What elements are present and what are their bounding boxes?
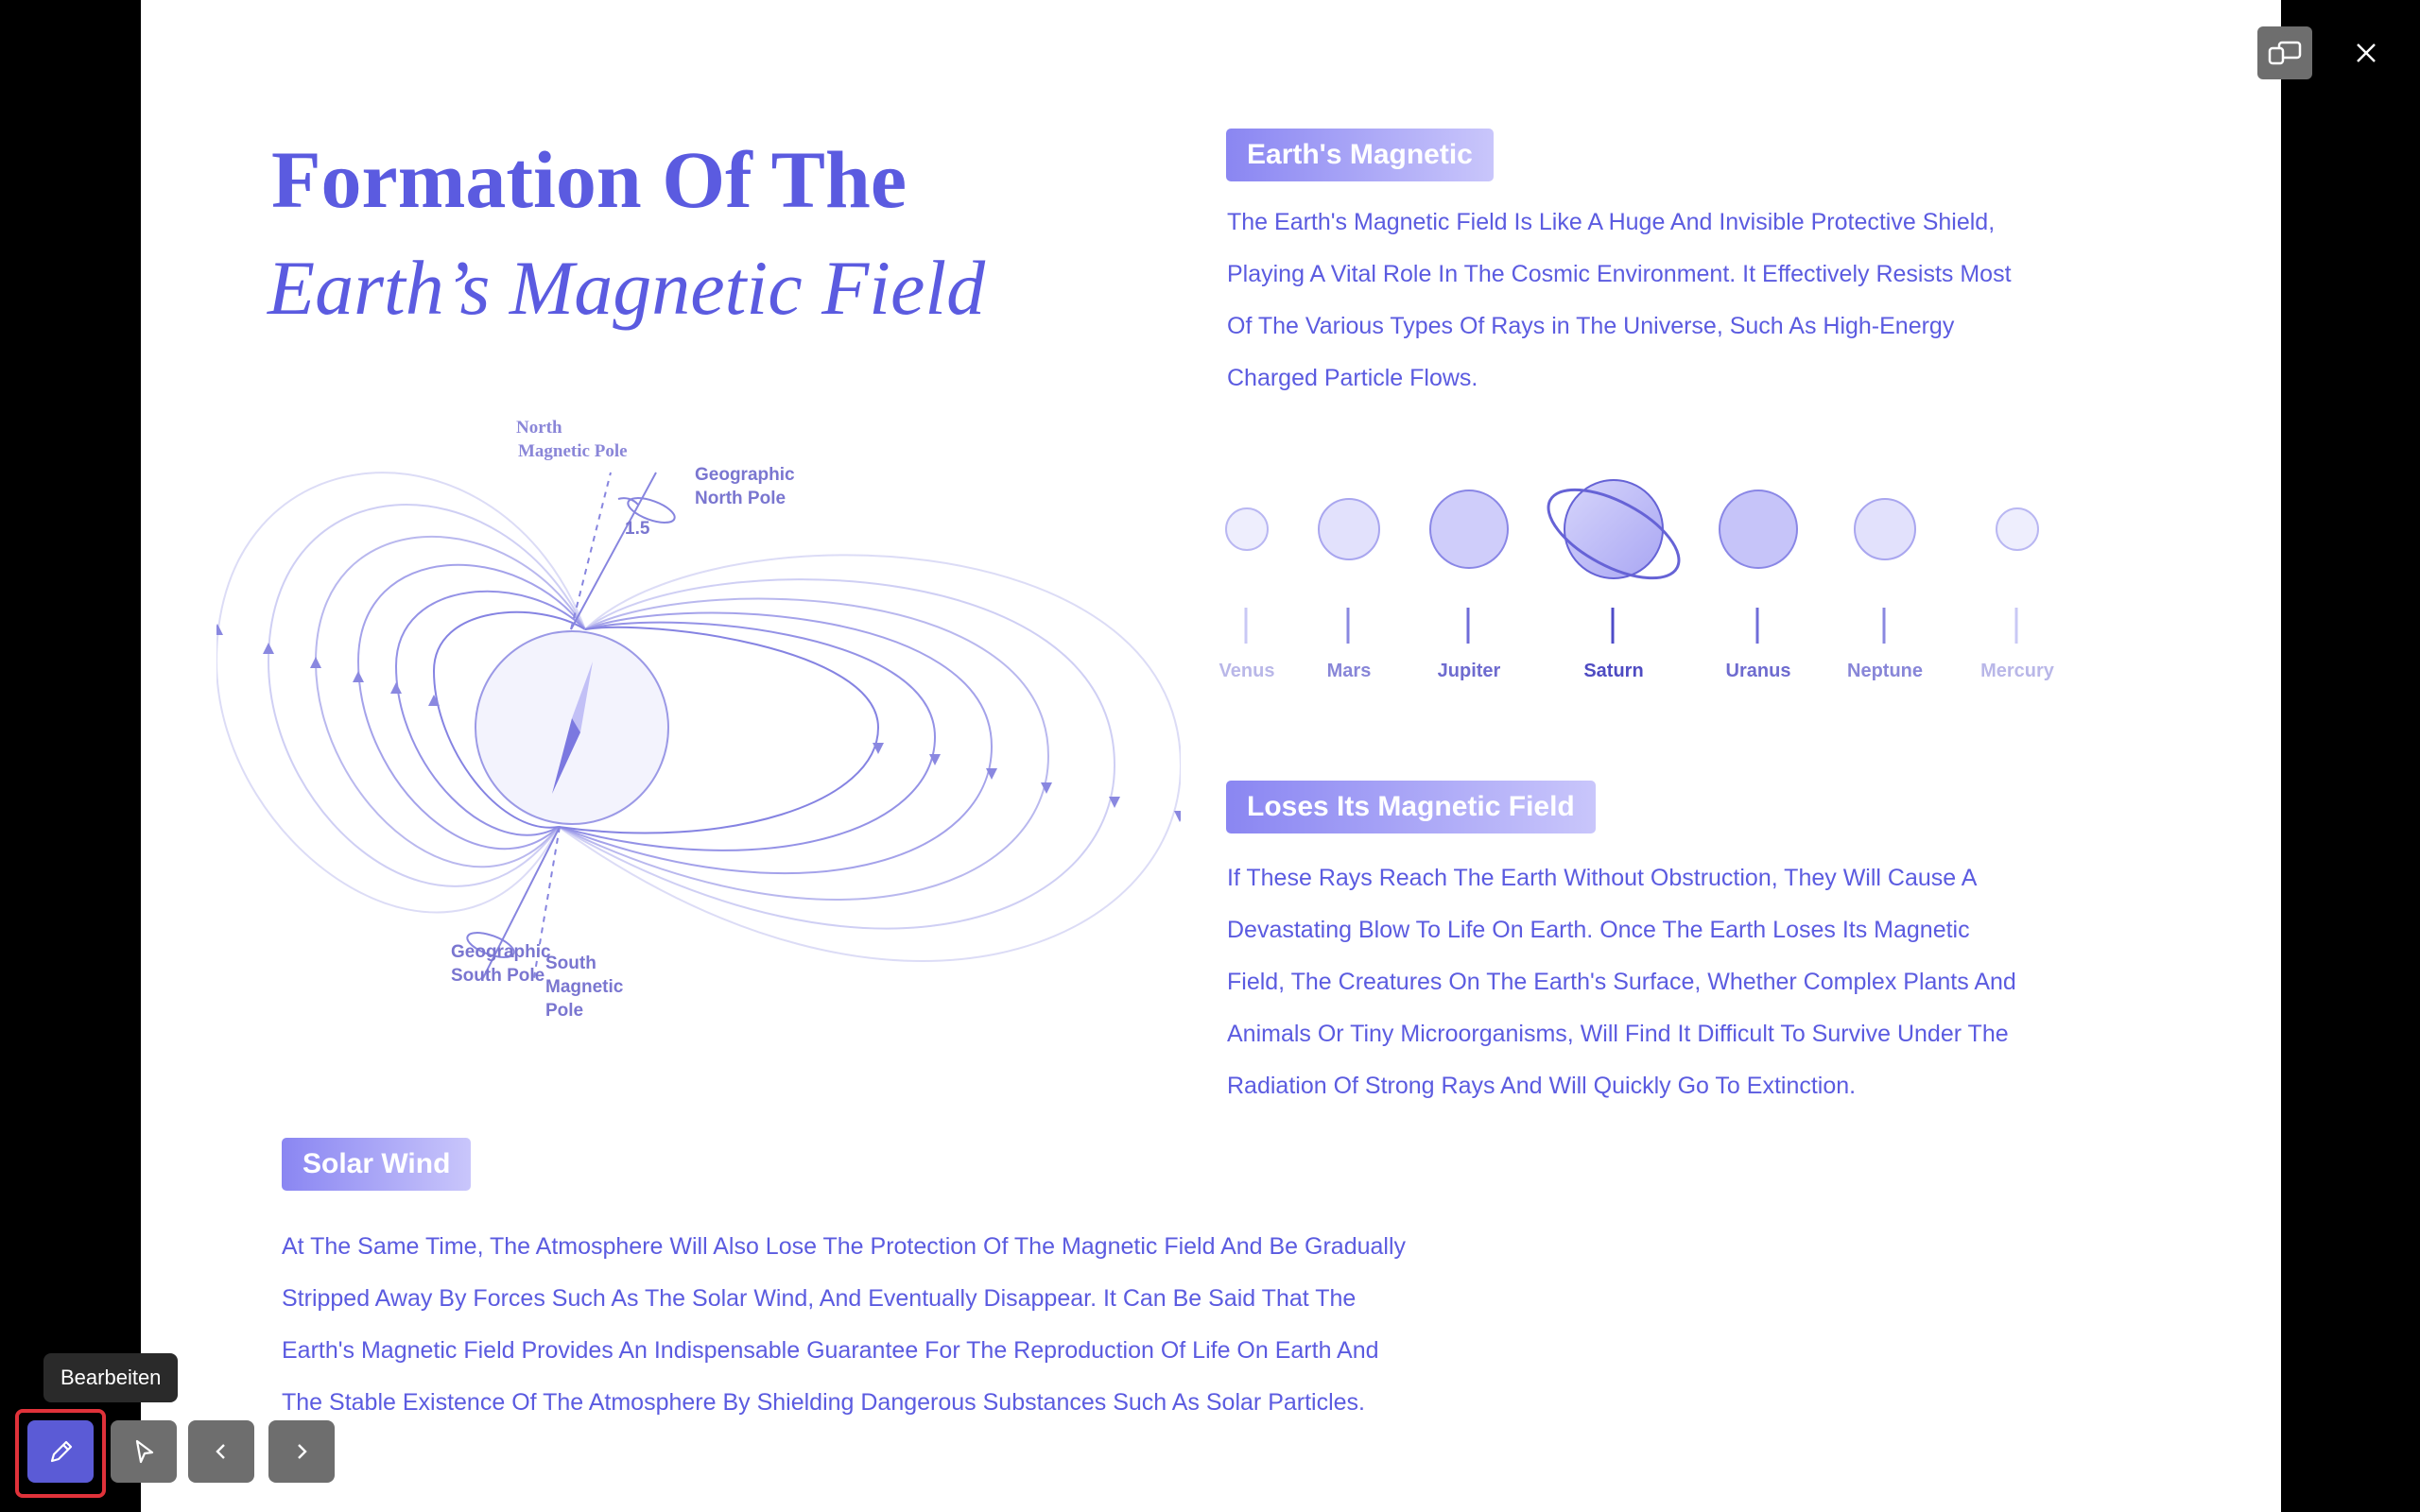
chevron-left-icon xyxy=(207,1437,235,1466)
paragraph-line: Earth's Magnetic Field Provides An Indispensable Guarantee For The Reproduction Of Life On Earth And xyxy=(282,1337,1379,1364)
pointer-icon xyxy=(128,1435,160,1468)
paragraph-line: At The Same Time, The Atmosphere Will Also Lose The Protection Of The Magnetic Field And Be Gradually xyxy=(282,1233,1407,1260)
label-north-magnetic-pole-1: North xyxy=(516,418,562,438)
section-heading-solar-wind: Solar Wind xyxy=(282,1138,471,1191)
paragraph-line: The Stable Existence Of The Atmosphere By Shielding Dangerous Substances Such As Solar Particles. xyxy=(282,1389,1365,1416)
planet-jupiter xyxy=(1430,490,1508,681)
label-tilt-angle: 1.5 xyxy=(625,519,650,539)
close-icon xyxy=(2353,40,2379,66)
label-geographic-north-pole-1: Geographic xyxy=(695,465,795,485)
planet-label-neptune: Neptune xyxy=(1847,661,1923,681)
edit-tooltip: Bearbeiten xyxy=(43,1353,178,1402)
planet-label-jupiter: Jupiter xyxy=(1437,661,1501,681)
label-geographic-south-pole-2: South Pole xyxy=(451,966,545,986)
paragraph-line: Devastating Blow To Life On Earth. Once The Earth Loses Its Magnetic xyxy=(1227,917,1970,943)
paragraph-line: Charged Particle Flows. xyxy=(1227,365,1478,391)
paragraph-line: Radiation Of Strong Rays And Will Quickly Go To Extinction. xyxy=(1227,1073,1857,1099)
label-geographic-south-pole-1: Geographic xyxy=(451,942,551,962)
label-south-magnetic-pole-3: Pole xyxy=(545,1001,584,1021)
planet-mars xyxy=(1319,499,1379,681)
previous-slide-button[interactable] xyxy=(188,1420,254,1483)
planet-label-mars: Mars xyxy=(1326,661,1372,681)
pen-icon xyxy=(44,1435,77,1468)
label-north-magnetic-pole-2: Magnetic Pole xyxy=(518,441,628,461)
planet-label-venus: Venus xyxy=(1219,661,1275,681)
planet-mercury xyxy=(1980,508,2055,681)
planet-label-mercury: Mercury xyxy=(1980,661,2054,681)
planet-label-saturn: Saturn xyxy=(1583,661,1644,681)
section-text-earths-magnetic xyxy=(1227,197,2012,404)
planets-illustration xyxy=(1219,468,2239,695)
section-text-solar-wind xyxy=(282,1221,1406,1429)
screen-mirror-icon xyxy=(2266,39,2304,67)
paragraph-line: Field, The Creatures On The Earth's Surface, Whether Complex Plants And xyxy=(1227,969,2016,995)
planet-neptune xyxy=(1847,499,1923,681)
close-button[interactable] xyxy=(2344,28,2388,77)
paragraph-line: Playing A Vital Role In The Cosmic Environment. It Effectively Resists Most xyxy=(1227,261,2012,287)
label-south-magnetic-pole-1: South xyxy=(545,954,596,973)
section-heading-loses-magnetic-field: Loses Its Magnetic Field xyxy=(1226,781,1596,833)
paragraph-line: If These Rays Reach The Earth Without Obstruction, They Will Cause A xyxy=(1227,865,1978,891)
pointer-button[interactable] xyxy=(111,1420,177,1483)
slide-title-line2: Earth’s Magnetic Field xyxy=(268,245,986,331)
paragraph-line: The Earth's Magnetic Field Is Like A Huge And Invisible Protective Shield, xyxy=(1227,209,1996,235)
section-text-loses-magnetic-field xyxy=(1227,852,2016,1112)
planet-label-uranus: Uranus xyxy=(1725,661,1791,681)
edit-button[interactable] xyxy=(27,1420,94,1483)
screen-mirror-button[interactable] xyxy=(2257,26,2312,79)
paragraph-line: Of The Various Types Of Rays in The Universe, Such As High-Energy xyxy=(1227,313,1955,339)
label-south-magnetic-pole-2: Magnetic xyxy=(545,977,624,997)
paragraph-line: Stripped Away By Forces Such As The Solar Wind, And Eventually Disappear. It Can Be Said That The xyxy=(282,1285,1357,1312)
paragraph-line: Animals Or Tiny Microorganisms, Will Find It Difficult To Survive Under The xyxy=(1227,1021,2009,1047)
planet-venus xyxy=(1219,508,1275,681)
slide-canvas xyxy=(141,0,2281,1512)
section-heading-earths-magnetic: Earth's Magnetic xyxy=(1226,129,1494,181)
label-geographic-north-pole-2: North Pole xyxy=(695,489,786,508)
magnetic-field-diagram xyxy=(216,406,1181,1040)
next-slide-button[interactable] xyxy=(268,1420,335,1483)
chevron-right-icon xyxy=(287,1437,316,1466)
slide-title-line1: Formation Of The xyxy=(271,134,908,225)
planet-saturn xyxy=(1535,472,1692,681)
planet-uranus xyxy=(1720,490,1797,681)
